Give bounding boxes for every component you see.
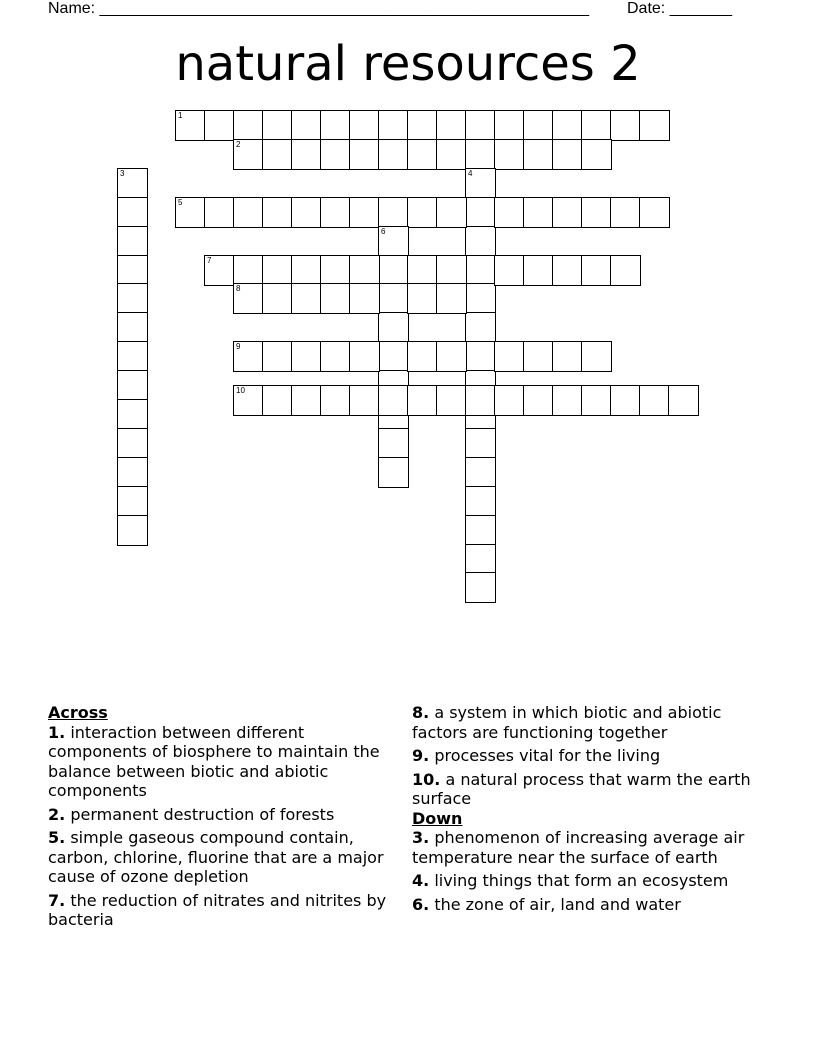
crossword-cell[interactable] (407, 341, 438, 372)
date-blank[interactable]: _______ (669, 0, 732, 17)
clue-number: 7. (48, 890, 66, 910)
clue-number: 5. (48, 828, 66, 847)
crossword-cell[interactable] (494, 255, 525, 286)
crossword-cell[interactable] (436, 385, 467, 416)
crossword-cell[interactable] (465, 385, 496, 416)
crossword-cell[interactable] (465, 486, 496, 517)
crossword-cell[interactable] (581, 341, 612, 372)
crossword-cell[interactable] (117, 370, 148, 401)
clue-text: processes vital for the living (434, 746, 661, 765)
crossword-cell[interactable] (320, 341, 351, 372)
crossword-cell[interactable] (494, 341, 525, 372)
crossword-cell[interactable] (552, 385, 583, 416)
crossword-cell[interactable] (233, 385, 264, 416)
name-blank[interactable]: _______________________________________________________ (99, 0, 589, 17)
crossword-cell[interactable] (117, 457, 148, 488)
crossword-cell[interactable] (436, 139, 467, 170)
crossword-cell[interactable] (581, 197, 612, 228)
crossword-cell[interactable] (436, 197, 467, 228)
clue-across-7 (48, 891, 403, 930)
crossword-cell[interactable] (349, 139, 380, 170)
crossword-cell[interactable] (581, 255, 612, 286)
clue-number: 4. (412, 871, 430, 890)
crossword-cell[interactable] (378, 110, 409, 141)
crossword-cell[interactable] (407, 385, 438, 416)
crossword-cell[interactable] (407, 110, 438, 141)
clue-across-10 (412, 770, 772, 809)
crossword-cell[interactable] (291, 197, 322, 228)
crossword-cell[interactable] (262, 197, 293, 228)
crossword-cell[interactable] (320, 110, 351, 141)
clue-text: interaction between different components of biosphere to maintain the balance between biotic and abiotic components (48, 722, 380, 800)
crossword-cell[interactable] (610, 385, 641, 416)
name-label: Name: (48, 0, 96, 17)
crossword-cell[interactable] (262, 255, 293, 286)
crossword-cell[interactable] (552, 110, 583, 141)
crossword-cell[interactable] (233, 139, 264, 170)
clue-text: permanent destruction of forests (70, 804, 335, 824)
crossword-cell[interactable] (378, 283, 409, 314)
crossword-cell[interactable] (262, 385, 293, 416)
crossword-cell[interactable] (262, 110, 293, 141)
crossword-cell[interactable] (378, 226, 409, 257)
crossword-cell[interactable] (494, 110, 525, 141)
crossword-cell[interactable] (204, 110, 235, 141)
crossword-cell[interactable] (291, 385, 322, 416)
crossword-cell[interactable] (581, 385, 612, 416)
crossword-cell[interactable] (523, 110, 554, 141)
crossword-cell[interactable] (436, 283, 467, 314)
crossword-cell[interactable] (320, 385, 351, 416)
cell-number: 2 (236, 139, 241, 149)
crossword-cell[interactable] (349, 197, 380, 228)
crossword-cell[interactable] (233, 110, 264, 141)
crossword-cell[interactable] (320, 283, 351, 314)
clue-text: living things that form an ecosystem (434, 871, 729, 890)
crossword-cell[interactable] (436, 110, 467, 141)
crossword-cell[interactable] (436, 341, 467, 372)
crossword-cell[interactable] (523, 139, 554, 170)
crossword-cell[interactable] (117, 168, 148, 199)
crossword-cell[interactable] (552, 255, 583, 286)
clue-text: the zone of air, land and water (434, 894, 681, 914)
clue-text: the reduction of nitrates and nitrites by bacteria (48, 890, 387, 929)
crossword-cell[interactable] (117, 486, 148, 517)
cell-number: 4 (468, 168, 473, 178)
crossword-cell[interactable] (291, 283, 322, 314)
crossword-cell[interactable] (291, 255, 322, 286)
crossword-cell[interactable] (233, 283, 264, 314)
crossword-cell[interactable] (262, 139, 293, 170)
crossword-cell[interactable] (117, 515, 148, 546)
crossword-cell[interactable] (552, 341, 583, 372)
date-label: Date: (627, 0, 666, 17)
crossword-cell[interactable] (349, 255, 380, 286)
crossword-cell[interactable] (233, 341, 264, 372)
cell-number: 6 (381, 226, 386, 236)
crossword-cell[interactable] (407, 255, 438, 286)
crossword-cell[interactable] (378, 139, 409, 170)
crossword-cell[interactable] (465, 457, 496, 488)
page-title: natural resources 2 (175, 36, 641, 92)
cell-number: 10 (236, 385, 245, 395)
crossword-cell[interactable] (523, 197, 554, 228)
clue-across-5 (48, 828, 403, 887)
crossword-cell[interactable] (117, 226, 148, 257)
clues-left-column (48, 703, 403, 934)
crossword-cell[interactable] (117, 197, 148, 228)
clue-text: phenomenon of increasing average air temperature near the surface of earth (412, 828, 745, 867)
crossword-cell[interactable] (378, 312, 409, 343)
crossword-cell[interactable] (523, 385, 554, 416)
crossword-cell[interactable] (378, 428, 409, 459)
crossword-cell[interactable] (117, 428, 148, 459)
crossword-cell[interactable] (204, 197, 235, 228)
crossword-cell[interactable] (552, 197, 583, 228)
crossword-cell[interactable] (465, 226, 496, 257)
crossword-cell[interactable] (436, 255, 467, 286)
crossword-cell[interactable] (320, 197, 351, 228)
clue-down-3 (412, 828, 772, 867)
crossword-cell[interactable] (639, 197, 670, 228)
crossword-cell[interactable] (175, 110, 206, 141)
crossword-cell[interactable] (233, 197, 264, 228)
crossword-cell[interactable] (378, 341, 409, 372)
down-heading: Down (412, 808, 463, 828)
crossword-cell[interactable] (610, 110, 641, 141)
crossword-cell[interactable] (494, 385, 525, 416)
cell-number: 7 (207, 255, 212, 265)
across-heading: Across (48, 703, 108, 722)
clue-number: 2. (48, 804, 66, 824)
crossword-cell[interactable] (233, 255, 264, 286)
crossword-cell[interactable] (378, 457, 409, 488)
crossword-cell[interactable] (349, 110, 380, 141)
crossword-cell[interactable] (523, 255, 554, 286)
crossword-cell[interactable] (523, 341, 554, 372)
crossword-cell[interactable] (378, 197, 409, 228)
crossword-cell[interactable] (465, 255, 496, 286)
crossword-cell[interactable] (349, 385, 380, 416)
crossword-cell[interactable] (494, 139, 525, 170)
crossword-cell[interactable] (117, 283, 148, 314)
crossword-cell[interactable] (320, 255, 351, 286)
cell-number: 3 (120, 168, 125, 178)
crossword-cell[interactable] (117, 255, 148, 286)
clue-number: 1. (48, 722, 66, 742)
cell-number: 9 (236, 342, 241, 352)
clue-number: 10. (412, 769, 441, 789)
crossword-cell[interactable] (465, 283, 496, 314)
crossword-cell[interactable] (581, 139, 612, 170)
crossword-cell[interactable] (639, 385, 670, 416)
clues-right-column (412, 703, 772, 918)
crossword-cell[interactable] (320, 139, 351, 170)
crossword-cell[interactable] (610, 255, 641, 286)
clue-number: 3. (412, 828, 430, 847)
crossword-cell[interactable] (465, 428, 496, 459)
crossword-cell[interactable] (175, 197, 206, 228)
crossword-cell[interactable] (291, 110, 322, 141)
crossword-cell[interactable] (465, 515, 496, 546)
crossword-cell[interactable] (465, 139, 496, 170)
crossword-cell[interactable] (349, 341, 380, 372)
crossword-cell[interactable] (465, 572, 496, 603)
crossword-cell[interactable] (639, 110, 670, 141)
clue-across-9 (412, 746, 772, 766)
crossword-cell[interactable] (465, 341, 496, 372)
clue-text: simple gaseous compound contain, carbon, chlorine, fluorine that are a major cause of ozone depletion (48, 828, 384, 886)
clue-number: 9. (412, 746, 430, 765)
crossword-cell[interactable] (494, 197, 525, 228)
crossword-cell[interactable] (465, 168, 496, 199)
cell-number: 5 (178, 197, 183, 207)
crossword-cell[interactable] (291, 341, 322, 372)
clue-across-2 (48, 805, 403, 825)
crossword-cell[interactable] (407, 283, 438, 314)
crossword-cell[interactable] (349, 283, 380, 314)
crossword-cell[interactable] (291, 139, 322, 170)
crossword-cell[interactable] (204, 255, 235, 286)
crossword-cell[interactable] (262, 341, 293, 372)
crossword-cell[interactable] (407, 197, 438, 228)
clue-across-8 (412, 703, 772, 742)
crossword-cell[interactable] (117, 341, 148, 372)
clue-number: 8. (412, 703, 430, 722)
crossword-cell[interactable] (378, 385, 409, 416)
clue-text: a system in which biotic and abiotic factors are functioning together (412, 703, 722, 742)
crossword-cell[interactable] (465, 110, 496, 141)
crossword-cell[interactable] (581, 110, 612, 141)
cell-number: 8 (236, 284, 241, 294)
crossword-cell[interactable] (465, 312, 496, 343)
crossword-cell[interactable] (407, 139, 438, 170)
clue-down-4 (412, 871, 772, 891)
crossword-cell[interactable] (378, 255, 409, 286)
crossword-cell[interactable] (552, 139, 583, 170)
crossword-cell[interactable] (668, 385, 699, 416)
clue-across-1 (48, 723, 403, 801)
clue-text: a natural process that warm the earth surface (412, 769, 751, 808)
crossword-cell[interactable] (262, 283, 293, 314)
crossword-cell[interactable] (465, 197, 496, 228)
clue-number: 6. (412, 894, 430, 914)
crossword-cell[interactable] (610, 197, 641, 228)
crossword-cell[interactable] (117, 312, 148, 343)
cell-number: 1 (178, 111, 183, 120)
crossword-cell[interactable] (465, 544, 496, 575)
clue-down-6 (412, 895, 772, 915)
crossword-cell[interactable] (117, 399, 148, 430)
